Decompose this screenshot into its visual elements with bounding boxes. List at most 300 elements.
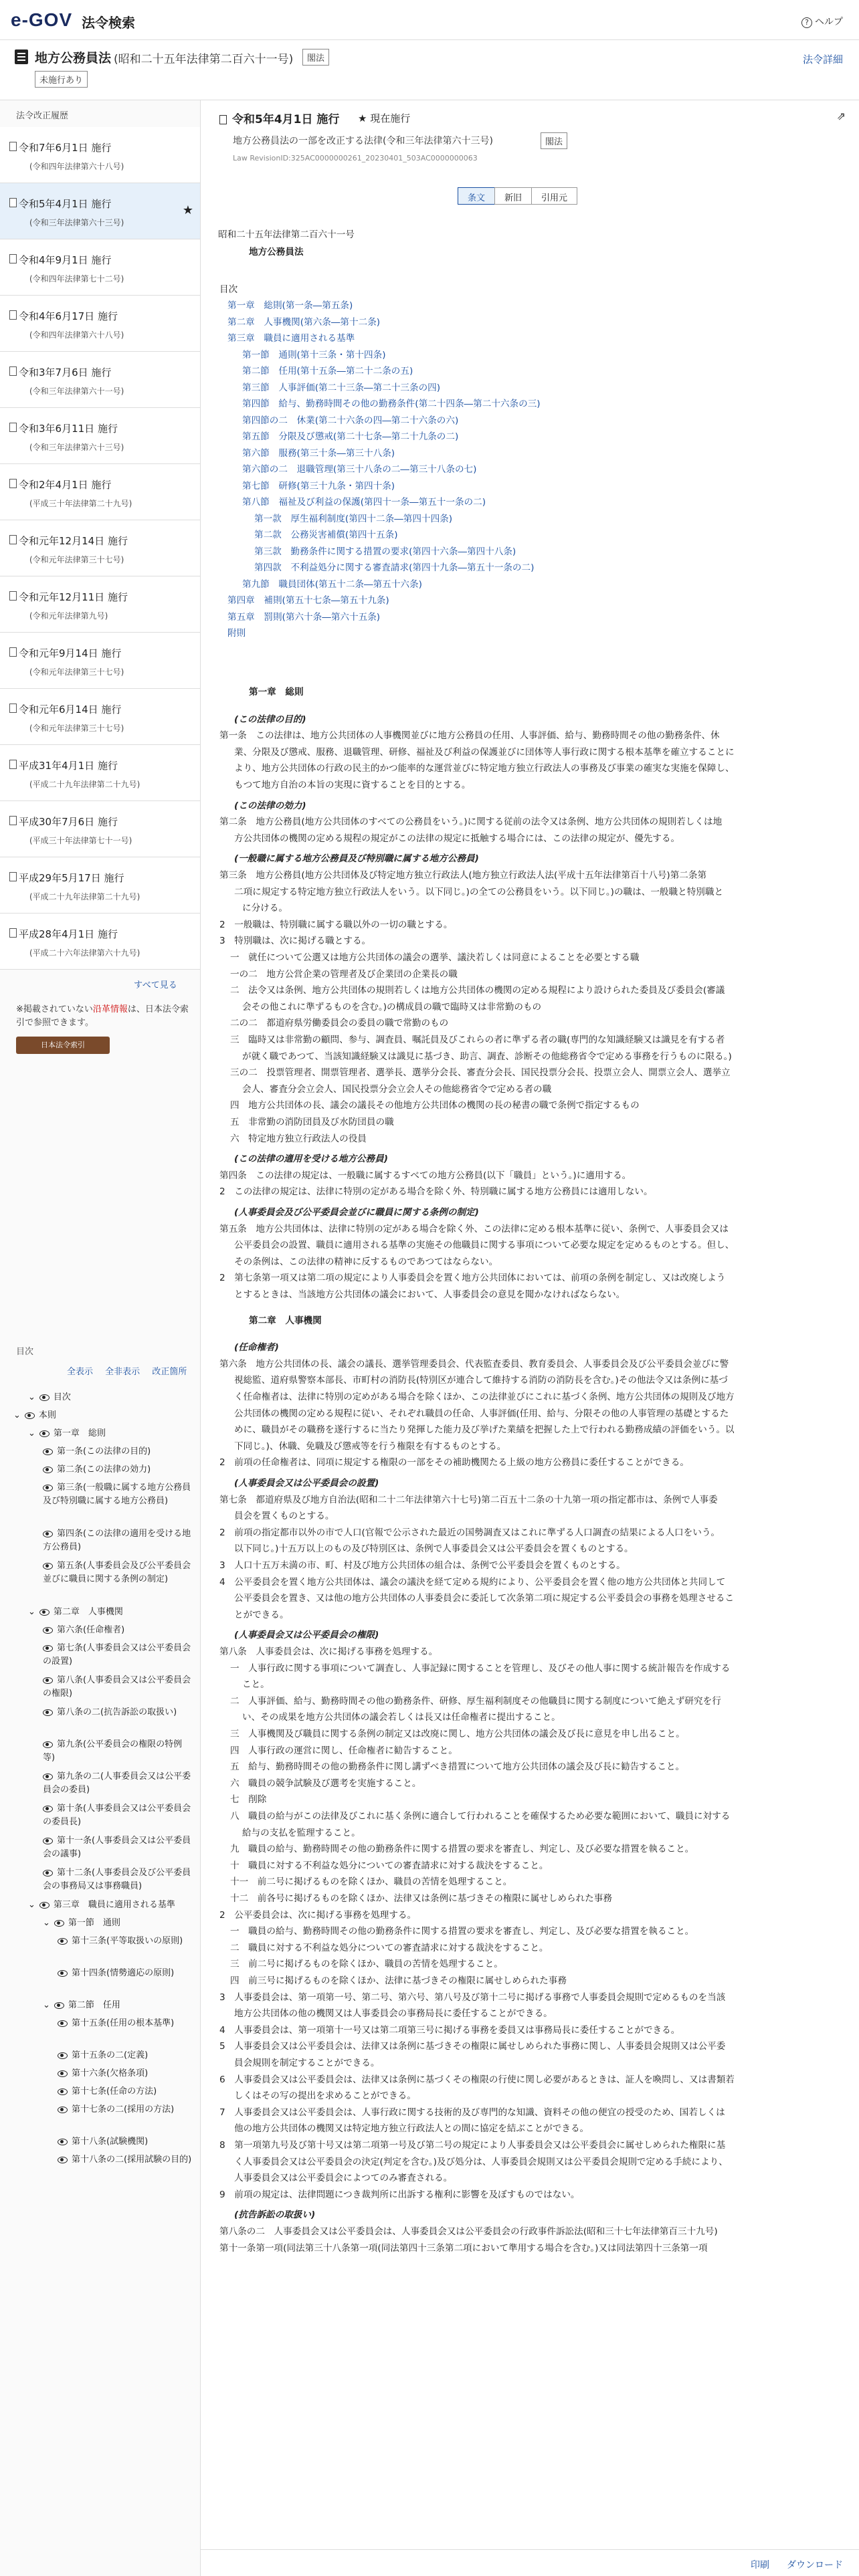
toc-item[interactable]: [43, 1527, 194, 1554]
paragraph: 3 人事委員会は、第一項第一号、第二号、第六号、第八号及び第十二号に掲げる事務で人事委員会規則で定めるものを当該: [219, 1992, 726, 2003]
item: 十 職員に対する不利益な処分についての審査請求に対する裁決をすること。: [230, 1860, 549, 1871]
toc-item-label: 第十八条の二(採用試験の目的): [72, 2155, 192, 2165]
toc-item[interactable]: [58, 2049, 194, 2062]
eye-icon[interactable]: [39, 1902, 50, 1909]
eye-icon[interactable]: [54, 2002, 64, 2009]
revision-item[interactable]: [0, 183, 200, 239]
revision-title: 令和元年9月14日 施行: [19, 647, 122, 659]
revision-sub: (令和元年法律第三十七号): [29, 555, 124, 564]
body-line: く任命権者は、法律に特別の定めがある場合を除くほか、この法律並びにこれに基づく条例、地方公共団体の規則及び地方: [234, 1392, 735, 1402]
help-label: ヘルプ: [815, 17, 843, 27]
view-tabs: [458, 187, 577, 205]
toc-link[interactable]: 第三款 勤務条件に関する措置の要求(第四十六条―第四十八条): [254, 546, 516, 557]
toc-heading: 目次: [219, 284, 238, 295]
revision-title: 令和3年6月11日 施行: [19, 423, 118, 435]
print-link[interactable]: 印刷: [751, 2560, 769, 2571]
paragraph: 4 公平委員会を置く地方公共団体は、議会の議決を経て定める規約により、公平委員会を置く他の地方公共団体と共同して: [219, 1576, 726, 1588]
toc-item[interactable]: [58, 1935, 194, 1948]
revision-sub: (平成三十年法律第二十九号): [29, 499, 132, 508]
document-icon: [9, 142, 17, 151]
toc-item-label: 第十六条(欠格条項): [72, 2068, 149, 2078]
revision-item[interactable]: [0, 689, 200, 745]
revision-item[interactable]: [0, 745, 200, 801]
document-icon: [9, 647, 17, 657]
law-name: 地方公務員法: [35, 51, 112, 66]
chevron-down-icon[interactable]: ⌄: [28, 1607, 35, 1617]
eye-icon[interactable]: [25, 1412, 35, 1419]
toc-link[interactable]: 第一節 通則(第十三条・第十四条): [242, 349, 386, 360]
toc-item[interactable]: [58, 2085, 194, 2099]
chapter-heading: 第二章 人事機関: [249, 1315, 322, 1326]
body-line: 公平委員会の設置、職員に適用される基準の実施その他職員に関する事項について必要な規定を定めるものとする。但し、: [234, 1240, 735, 1251]
body-line: 員会を置くものとする。: [234, 1511, 335, 1522]
toc-item[interactable]: [43, 1560, 194, 1586]
chevron-down-icon[interactable]: ⌄: [43, 2000, 50, 2010]
toc-item[interactable]: [28, 1899, 194, 1912]
revision-item[interactable]: [0, 127, 200, 183]
eye-icon[interactable]: [58, 2139, 68, 2145]
document-icon: [9, 591, 17, 601]
eye-icon[interactable]: [39, 1394, 50, 1401]
body-line: 以下同じ。)十五万以上のもの及び特別区は、条例で人事委員会又は公平委員会を置くものとする。: [234, 1543, 634, 1555]
toc-item[interactable]: [43, 1917, 194, 1930]
note-suffix: は、日本法令索引で参照できます。: [16, 1004, 189, 1028]
body-line: しくはその写の提出を求めることができる。: [234, 2090, 416, 2102]
item: 三 人事機関及び職員に関する条例の制定又は改廃に関し、地方公共団体の議会及び長に意見を申し出ること。: [230, 1729, 685, 1739]
revision-title: 平成31年4月1日 施行: [19, 760, 118, 772]
item: 二 人事評価、給与、勤務時間その他の勤務条件、研修、厚生福利制度その他職員に関する制度について絶えず研究を行: [230, 1695, 721, 1707]
toc-link[interactable]: 第二款 公務災害補償(第四十五条): [254, 530, 398, 540]
toc-item[interactable]: [58, 2067, 194, 2080]
main-header: [201, 100, 859, 221]
revision-item[interactable]: [0, 520, 200, 576]
revision-sub: (令和元年法律第三十七号): [29, 724, 124, 733]
revision-title: 令和元年12月11日 施行: [19, 591, 128, 603]
body-line: が就く職であつて、当該知識経験又は識見に基づき、助言、調査、診断その他総務省令で定める事務を行うものに限る。): [242, 1051, 732, 1062]
body-line: 方公共団体の機関の定める規程の規定がこの法律の規定に抵触する場合には、この法律の規定が、優先する。: [234, 833, 680, 844]
eye-icon[interactable]: [43, 1806, 53, 1812]
paragraph: 2 第七条第一項又は第二項の規定により人事委員会を置く地方公共団体においては、前項の条例を制定し、又は改廃しよう: [219, 1273, 726, 1284]
toc-item-label: 第九条の二(人事委員会又は公平委員会の委員): [43, 1772, 191, 1796]
toc-link[interactable]: 第四節 給与、勤務時間その他の勤務条件(第二十四条―第二十六条の三): [242, 399, 541, 409]
paragraph: 7 人事委員会又は公平委員会は、人事行政に関する技術的及び専門的な知識、資料その他の便宜の授受のため、国若しくは: [219, 2107, 725, 2118]
item: 六 職員の競争試験及び選考を実施すること。: [230, 1778, 421, 1789]
item: 三 臨時又は非常勤の顧問、参与、調査員、嘱託員及びこれらの者に準ずる者の職(専門的な知識経験又は識見を有する者: [230, 1035, 725, 1045]
revision-title: 令和5年4月1日 施行: [19, 198, 112, 210]
amend-tag: 閣法: [541, 132, 567, 149]
external-link-icon[interactable]: ⇗: [836, 110, 846, 122]
eye-icon[interactable]: [58, 1938, 68, 1945]
document-icon: [9, 198, 17, 207]
law-title: 地方公務員法: [249, 247, 304, 257]
body-line: 視総監、道府県警察本部長、市町村の消防長(特別区が連合して維持する消防の消防長を含む。)その他法令又は条例に基づ: [234, 1375, 728, 1386]
eye-icon[interactable]: [43, 1627, 53, 1634]
toc-link[interactable]: 第二節 任用(第十五条―第二十二条の五): [242, 366, 413, 377]
revision-sub: (平成二十九年法律第二十九号): [29, 892, 140, 901]
item: 二の二 都道府県労働委員会の委員の職で常勤のもの: [230, 1018, 449, 1029]
body-line: とができる。: [234, 1609, 289, 1620]
eye-icon[interactable]: [43, 1870, 53, 1876]
eye-icon[interactable]: [58, 2070, 68, 2077]
document-icon: [9, 535, 17, 544]
revision-title: 平成28年4月1日 施行: [19, 928, 118, 940]
toc-item[interactable]: [43, 1738, 194, 1765]
item: 四 前三号に掲げるものを除くほか、法律に基づきその権限に属せしめられた事務: [230, 1975, 567, 1986]
toc-link[interactable]: 第六節 服務(第三十条―第三十八条): [242, 447, 395, 459]
body-line: 他の地方公共団体の機関又は特定地方独立行政法人との間に協定を結ぶことができる。: [234, 2123, 589, 2135]
chevron-down-icon[interactable]: ⌄: [28, 1900, 35, 1910]
item: 五 給与、勤務時間その他の勤務条件に関し講ずべき措置について地方公共団体の議会及び長に勧告すること。: [230, 1761, 685, 1773]
tab-article[interactable]: 条文: [458, 187, 495, 205]
body-line: 会その他これに準ずるものを含む。)の構成員の職で臨時又は非常勤のもの: [242, 1001, 542, 1012]
revision-sub: (令和元年法律第九号): [29, 611, 108, 621]
law-header: [0, 40, 859, 100]
document-icon: [9, 928, 17, 938]
item: 一 職員の給与、勤務時間その他の勤務条件に関する措置の要求を審査し、判定し、及び必要な措置を執ること。: [230, 1926, 694, 1937]
revision-date: [219, 110, 339, 126]
help-icon: ?: [801, 17, 812, 28]
toc-item[interactable]: [13, 1409, 194, 1422]
revision-title: 令和4年9月1日 施行: [19, 254, 112, 266]
note-prefix: ※掲載されていない: [16, 1004, 93, 1014]
paragraph: 5 人事委員会又は公平委員会は、法律又は条例に基づきその権限に属せしめられた事務に関し、人事委員会規則又は公平委: [219, 2041, 726, 2052]
toc-item-label: 第一節 通則: [68, 1918, 120, 1928]
tab-comparison[interactable]: 新旧: [494, 187, 532, 205]
help-link[interactable]: [801, 15, 843, 28]
item: 五 非常勤の消防団員及び水防団員の職: [230, 1117, 394, 1128]
footer-bar: [201, 2549, 859, 2576]
item: 六 特定地方独立行政法人の役員: [230, 1133, 367, 1144]
history-note: [16, 1003, 190, 1029]
document-icon: [219, 115, 227, 124]
toc-item-label: 第九条(公平委員会の権限の特例等): [43, 1739, 183, 1763]
toc-link[interactable]: 第五章 罰則(第六十条―第六十五条): [227, 611, 381, 623]
revision-sub: (令和三年法律第六十三号): [29, 443, 124, 452]
eye-icon[interactable]: [43, 1467, 53, 1473]
toc-item[interactable]: [43, 1445, 194, 1459]
toc-item[interactable]: [28, 1606, 194, 1619]
toc-link[interactable]: 第三節 人事評価(第二十三条―第二十三条の四): [242, 382, 441, 393]
toc-item[interactable]: [43, 1834, 194, 1861]
eye-icon[interactable]: [58, 2157, 68, 2163]
article-text: 第八条の二 人事委員会又は公平委員会は、人事委員会又は公平委員会の行政事件訴訟法(昭和三十七年法律第百三十九号): [219, 2226, 718, 2237]
eye-icon[interactable]: [58, 1970, 68, 1977]
item: 三 前二号に掲げるものを除くほか、職員の苦情を処理すること。: [230, 1959, 503, 1970]
toc-link[interactable]: 第一款 厚生福利制度(第四十二条―第四十四条): [254, 513, 453, 524]
star-icon: ★: [182, 203, 193, 217]
toc-item-label: 第三条(一般職に属する地方公務員及び特別職に属する地方公務員): [43, 1483, 191, 1507]
revision-title: 平成30年7月6日 施行: [19, 816, 118, 828]
item: 一 就任について公選又は地方公共団体の議会の選挙、議決若しくは同意によることを必要とする職: [230, 952, 640, 963]
paragraph: 3 人口十五万未満の市、町、村及び地方公共団体の組合は、条例で公平委員会を置くものとする。: [219, 1560, 626, 1571]
article-text: 第一条 この法律は、地方公共団体の人事機関並びに地方公務員の任用、人事評価、給与、勤務時間その他の勤務条件、休: [219, 730, 720, 742]
status-badge: 未施行あり: [35, 71, 88, 88]
body-line: 公共団体の機関の定める規程に従い、それぞれ職員の任命、人事評価(任用、給与、分限その他の人事管理の基礎とするた: [234, 1408, 729, 1419]
toc-item[interactable]: [43, 1770, 194, 1797]
article-text: 第六条 地方公共団体の長、議会の議長、選挙管理委員会、代表監査委員、教育委員会、人事委員会及び公平委員会並びに警: [219, 1358, 729, 1370]
toc-actions: [67, 1364, 187, 1377]
paragraph: 8 第一項第九号及び第十号又は第二項第一号及び第二号の規定により人事委員会又は公平委員会に属せしめられた権限に基: [219, 2140, 726, 2151]
body-line: 業、分限及び懲戒、服務、退職管理、研修、福祉及び利益の保護並びに団体等人事行政に関する根本基準を確立することに: [234, 746, 735, 758]
toc-item-label: 第七条(人事委員会又は公平委員会の設置): [43, 1643, 191, 1667]
article-caption: (抗告訴訟の取扱い): [234, 2210, 316, 2221]
eye-icon[interactable]: [43, 1741, 53, 1748]
global-header: [0, 0, 859, 40]
item: 七 削除: [230, 1794, 267, 1806]
body-line: 給与の支払を監理すること。: [242, 1827, 361, 1838]
item: 十一 前二号に掲げるものを除くほか、職員の苦情を処理すること。: [230, 1876, 512, 1888]
body-line: とするときは、当該地方公共団体の議会において、人事委員会の意見を聞かなければならない。: [234, 1289, 626, 1300]
toc-item-label: 第十七条の二(採用の方法): [72, 2105, 175, 2115]
toc-item[interactable]: [43, 1481, 194, 1508]
revision-sub: (平成二十九年法律第二十九号): [29, 780, 140, 789]
body-line: めに、職員がその職務を遂行するに当たり発揮した能力及び挙げた業績を把握した上で行われる勤務成績の評価をいう。以: [234, 1424, 735, 1436]
revision-item[interactable]: [0, 239, 200, 296]
revision-sub: (令和四年法律第六十八号): [29, 330, 124, 340]
toc-item-label: 第六条(任命権者): [57, 1625, 125, 1635]
toc-item[interactable]: [43, 1624, 194, 1637]
article-caption: (人事委員会又は公平委員会の設置): [234, 1478, 379, 1489]
eye-icon[interactable]: [43, 1838, 53, 1844]
revision-sub: (令和三年法律第六十三号): [29, 218, 124, 227]
body-line: こと。: [242, 1679, 270, 1691]
toc-item-label: 第十七条(任命の方法): [72, 2086, 157, 2097]
revision-title: 令和元年12月14日 施行: [19, 535, 128, 547]
toc-link[interactable]: 第七節 研修(第三十九条・第四十条): [242, 480, 395, 492]
toc-item[interactable]: [43, 1463, 194, 1477]
toc-item-label: 第十条(人事委員会又は公平委員会の委員長): [43, 1804, 191, 1828]
paragraph: 2 一般職は、特別職に属する職以外の一切の職とする。: [219, 919, 453, 930]
item: 九 職員の給与、勤務時間その他の勤務条件に関する措置の要求を審査し、判定し、及び必要な措置を執ること。: [230, 1844, 694, 1855]
eye-icon[interactable]: [39, 1430, 50, 1437]
eye-icon[interactable]: [43, 1563, 53, 1570]
article-text: 第三条 地方公務員(地方公共団体及び特定地方独立行政法人(地方独立行政法人法(平成十五年法律第百十八号)第二条第: [219, 870, 707, 881]
toc-item-label: 第五条(人事委員会及び公平委員会並びに職員に関する条例の制定): [43, 1561, 191, 1585]
toc-item[interactable]: [28, 1391, 194, 1404]
body-line: 会人、審査分会立会人、国民投票分会立会人その他総務省令で定める者の職: [242, 1083, 552, 1095]
index-banner[interactable]: 日本法令索引: [16, 1037, 110, 1054]
toc-link[interactable]: 第三章 職員に適用される基準: [227, 333, 355, 344]
toc-item-label: 目次: [53, 1392, 71, 1402]
toc-item[interactable]: [43, 1642, 194, 1669]
toc-link[interactable]: 第四款 不利益処分に関する審査請求(第四十九条―第五十一条の二): [254, 562, 535, 573]
eye-icon[interactable]: [39, 1609, 50, 1616]
eye-icon[interactable]: [43, 1485, 53, 1491]
law-content: [201, 221, 859, 2521]
toc-link[interactable]: 附則: [227, 628, 246, 639]
paragraph: 2 この法律の規定は、法律に特別の定がある場合を除く外、特別職に属する地方公務員には適用しない。: [219, 1186, 653, 1198]
document-icon: [9, 816, 17, 825]
revision-sub: (平成三十年法律第七十一号): [29, 836, 132, 845]
law-detail-link[interactable]: 法令詳細: [802, 53, 843, 66]
revision-history-title: 法令改正履歴: [16, 111, 69, 121]
law-type-tag: 閣法: [302, 49, 329, 66]
revision-title: 平成29年5月17日 施行: [19, 872, 124, 884]
chevron-down-icon[interactable]: ⌄: [13, 1410, 21, 1420]
revision-sub: (令和三年法律第六十一号): [29, 387, 124, 396]
toc-item-label: 第一条(この法律の目的): [57, 1446, 151, 1457]
revision-title: 令和7年6月1日 施行: [19, 142, 112, 154]
toc-link[interactable]: 第九節 職員団体(第五十二条―第五十六条): [242, 578, 422, 590]
article-text: 第十一条第一項(同法第三十八条第一項(同法第四十三条第二項において準用する場合を含む。)又は同法第四十三条第一項: [219, 2242, 708, 2254]
article-caption: (この法律の適用を受ける地方公務員): [234, 1154, 388, 1165]
eye-icon[interactable]: [43, 1531, 53, 1537]
download-link[interactable]: ダウンロード: [787, 2560, 843, 2571]
revision-item[interactable]: [0, 408, 200, 464]
toc-item-label: 第一章 総則: [53, 1428, 106, 1438]
toc-show-all[interactable]: 全表示: [67, 1367, 94, 1377]
revision-title: 令和元年6月14日 施行: [19, 704, 122, 716]
toc-link[interactable]: 第四章 補則(第五十七条―第五十九条): [227, 595, 389, 606]
document-icon: [9, 872, 17, 881]
revision-item[interactable]: [0, 633, 200, 689]
eye-icon[interactable]: [43, 1677, 53, 1684]
revision-sub: (令和元年法律第三十七号): [29, 667, 124, 677]
revision-sub: (令和四年法律第七十二号): [29, 274, 124, 284]
article-caption: (この法律の効力): [234, 800, 306, 811]
document-icon: [9, 254, 17, 263]
toc-item-label: 第三章 職員に適用される基準: [53, 1900, 175, 1910]
chevron-down-icon[interactable]: ⌄: [28, 1392, 35, 1402]
toc-item-label: 第十五条(任用の根本基準): [72, 2018, 175, 2028]
eye-icon[interactable]: [43, 1645, 53, 1652]
toc-item[interactable]: [43, 1802, 194, 1829]
toc-item-label: 第十五条の二(定義): [72, 2050, 149, 2060]
revision-item[interactable]: [0, 464, 200, 520]
body-line: より、地方公共団体の行政の民主的かつ能率的な運営並びに特定地方独立行政法人の事務及び事業の確実な実施を保障し、: [234, 763, 735, 774]
item: 一の二 地方公営企業の管理者及び企業団の企業長の職: [230, 968, 458, 980]
item: 三の二 投票管理者、開票管理者、選挙長、選挙分会長、審査分会長、国民投票分会長、投票立会人、開票立会人、選挙立: [230, 1067, 731, 1079]
toc-link[interactable]: 第四節の二 休業(第二十六条の四―第二十六条の六): [242, 415, 459, 426]
toc-hide-all[interactable]: 全非表示: [105, 1367, 140, 1377]
body-line: 人事委員会又は公平委員会によつてのみ審査される。: [234, 2173, 453, 2184]
paragraph: 2 前項の任命権者は、同項に規定する権限の一部をその補助機関たる上級の地方公務員に委任することができる。: [219, 1457, 689, 1469]
toc-item-label: 第二節 任用: [68, 2000, 120, 2010]
toc-item-label: 第十三条(平等取扱いの原則): [72, 1936, 183, 1946]
revision-item[interactable]: [0, 352, 200, 408]
toc-link[interactable]: 第六節の二 退職管理(第三十八条の二―第三十八条の七): [242, 464, 477, 475]
paragraph: 6 人事委員会又は公平委員会は、法律又は条例に基づくその権限の行使に関し必要があるときは、証人を喚問し、又は書類若: [219, 2074, 735, 2085]
amend-title: 地方公務員法の一部を改正する法律(令和三年法律第六十三号): [233, 136, 493, 146]
document-icon: [9, 310, 17, 320]
toc-item-label: 第八条の二(抗告訴訟の取扱い): [57, 1707, 177, 1717]
article-text: 第二条 地方公務員(地方公共団体のすべての公務員をいう。)に関する従前の法令又は条例、地方公共団体の規則若しくは地: [219, 817, 723, 828]
toc-item[interactable]: [43, 1866, 194, 1893]
revision-item[interactable]: [0, 857, 200, 914]
show-all-link[interactable]: すべて見る: [134, 980, 177, 990]
eye-icon[interactable]: [58, 2020, 68, 2027]
paragraph: 4 人事委員会は、第一項第十一号又は第二項第三号に掲げる事務を委員又は事務局長に委任することができる。: [219, 2024, 680, 2036]
body-line: 二項に規定する特定地方独立行政法人をいう。以下同じ。)の全ての公務員をいう。以下同じ。)の職は、一般職と特別職と: [234, 886, 724, 897]
article-caption: (人事委員会又は公平委員会の権限): [234, 1630, 379, 1641]
toc-changes[interactable]: 改正箇所: [152, 1367, 187, 1377]
chapter-heading: 第一章 総則: [249, 687, 304, 697]
paragraph: 2 公平委員会は、次に掲げる事務を処理する。: [219, 1909, 417, 1921]
article-caption: (任命権者): [234, 1342, 279, 1354]
paragraph: 3 特別職は、次に掲げる職とする。: [219, 936, 371, 947]
body-line: に分ける。: [242, 903, 288, 914]
revision-title: 令和4年6月17日 施行: [19, 310, 118, 322]
toc-item[interactable]: [58, 2153, 194, 2167]
body-line: 地方公共団体の他の機関又は人事委員会の事務局長に委任することができる。: [234, 2008, 553, 2020]
law-document-icon: [15, 49, 28, 64]
revision-id: Law RevisionID:325AC0000000261_20230401_503AC0000000063: [233, 154, 478, 163]
eye-icon[interactable]: [58, 2088, 68, 2095]
revision-item[interactable]: [0, 296, 200, 352]
toc-item[interactable]: [58, 2103, 194, 2117]
toc-link[interactable]: 第五節 分限及び懲戒(第二十七条―第二十九条の二): [242, 431, 459, 442]
sidebar: [0, 100, 201, 2576]
toc-item[interactable]: [43, 1674, 194, 1701]
revision-title: 令和2年4月1日 施行: [19, 479, 112, 491]
law-number: (昭和二十五年法律第二百六十一号): [114, 53, 294, 66]
eye-icon[interactable]: [58, 2052, 68, 2059]
item: 一 人事行政に関する事項について調査し、人事記録に関することを管理し、及びその他人事に関する統計報告を作成する: [230, 1662, 731, 1674]
toc-item[interactable]: [43, 1706, 194, 1719]
toc-item-label: 第二条(この法律の効力): [57, 1465, 151, 1475]
eye-icon[interactable]: [43, 1774, 53, 1780]
toc-item[interactable]: [58, 2135, 194, 2149]
article-text: 第七条 都道府県及び地方自治法(昭和二十二年法律第六十七号)第二百五十二条の十九第一項の指定都市は、条例で人事委: [219, 1494, 718, 1505]
toc-item[interactable]: [58, 2017, 194, 2030]
document-icon: [9, 760, 17, 769]
document-icon: [9, 366, 17, 376]
note-link[interactable]: 沿革情報: [92, 1004, 128, 1014]
document-icon: [9, 704, 17, 713]
toc-item-label: 第二章 人事機関: [53, 1607, 123, 1617]
body-line: 員会規則を制定することができる。: [234, 2058, 380, 2068]
toc-link[interactable]: 第二章 人事機関(第六条―第十二条): [227, 316, 381, 328]
chevron-down-icon[interactable]: ⌄: [28, 1428, 35, 1438]
toc-item[interactable]: [43, 1999, 194, 2012]
revision-item[interactable]: [0, 801, 200, 857]
revision-sub: (令和四年法律第六十八号): [29, 162, 124, 171]
article-text: 第四条 この法律の規定は、一般職に属するすべての地方公務員(以下「職員」という。)に適用する。: [219, 1170, 632, 1181]
toc-item[interactable]: [28, 1427, 194, 1440]
body-line: 公平委員会を置き、又は他の地方公共団体の人事委員会に委託して次条第二項に規定する公平委員会の事務を処理させるこ: [234, 1593, 735, 1604]
current-badge: ★ 現在施行: [358, 112, 411, 124]
toc-link[interactable]: 第八節 福祉及び利益の保護(第四十一条―第五十一条の二): [242, 497, 486, 508]
article-caption: (この法律の目的): [234, 714, 306, 725]
item: 二 職員に対する不利益な処分についての審査請求に対する裁決をすること。: [230, 1942, 549, 1953]
body-line: い、その成果を地方公共団体の議会若しくは長又は任命権者に提出すること。: [242, 1712, 561, 1723]
revision-item[interactable]: [0, 914, 200, 970]
toc-item-label: 第四条(この法律の適用を受ける地方公務員): [43, 1529, 191, 1553]
eye-icon[interactable]: [54, 1920, 64, 1927]
item: 八 職員の給与がこの法律及びこれに基く条例に適合して行われることを確保するため必要な範囲において、職員に対する: [230, 1811, 731, 1822]
egov-logo[interactable]: e-GOV: [11, 9, 73, 30]
toc-item[interactable]: [58, 1967, 194, 1980]
body-line: く人事委員会又は公平委員会の決定(判定を含む。)及び処分は、人事委員会規則又は公平委員会規則で定める手続により、: [234, 2156, 728, 2167]
toc-item-label: 第十一条(人事委員会又は公平委員会の議事): [43, 1836, 191, 1860]
document-icon: [9, 423, 17, 432]
body-line: もつて地方自治の本旨の実現に資することを目的とする。: [234, 780, 471, 790]
law-number-line: 昭和二十五年法律第二百六十一号: [218, 229, 355, 240]
toc-title: 目次: [16, 1347, 34, 1357]
eye-icon[interactable]: [58, 2107, 68, 2113]
eye-icon[interactable]: [43, 1448, 53, 1455]
article-text: 第八条 人事委員会は、次に掲げる事務を処理する。: [219, 1646, 438, 1657]
chevron-down-icon[interactable]: ⌄: [43, 1918, 50, 1928]
revision-sub: (平成二十六年法律第六十九号): [29, 948, 140, 958]
article-caption: (人事委員会及び公平委員会並びに職員に関する条例の制定): [234, 1207, 479, 1218]
revision-item[interactable]: [0, 576, 200, 633]
toc-item-label: 本則: [38, 1410, 56, 1420]
toc-link[interactable]: 第一章 総則(第一条―第五条): [227, 300, 353, 311]
document-icon: [9, 479, 17, 488]
eye-icon[interactable]: [43, 1709, 53, 1716]
tab-citation[interactable]: 引用元: [531, 187, 577, 205]
